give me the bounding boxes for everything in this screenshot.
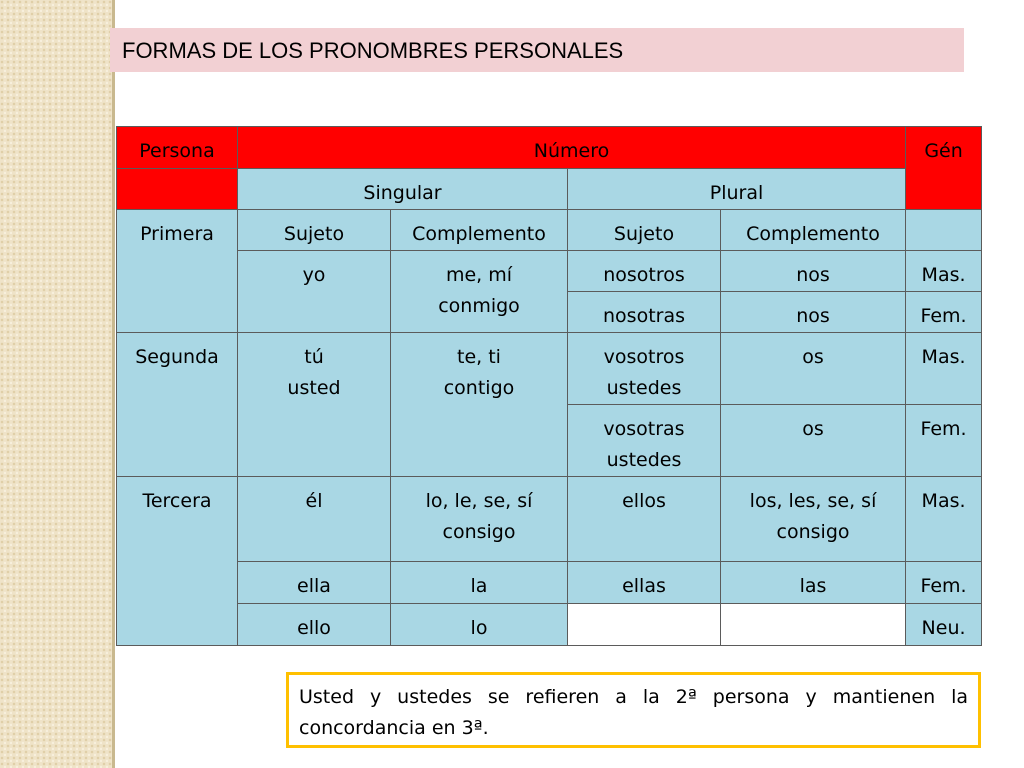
cell-segunda-genero-fem: Fem. bbox=[906, 405, 982, 477]
header-plur-sujeto: Sujeto bbox=[568, 210, 721, 251]
cell-segunda-genero-masc: Mas. bbox=[906, 333, 982, 405]
cell-tercera-plur-complemento-fem: las bbox=[721, 562, 906, 604]
cell-primera-genero-masc: Mas. bbox=[906, 251, 982, 292]
header-sing-complemento: Complemento bbox=[391, 210, 568, 251]
cell-segunda-sing-sujeto: tú usted bbox=[238, 333, 391, 477]
side-divider bbox=[112, 0, 115, 768]
header-persona: Persona bbox=[117, 127, 238, 169]
cell-tercera-genero-neu: Neu. bbox=[906, 604, 982, 646]
cell-tercera-sing-complemento-fem: la bbox=[391, 562, 568, 604]
cell-primera-genero-fem: Fem. bbox=[906, 292, 982, 333]
cell-tercera-plur-sujeto-fem: ellas bbox=[568, 562, 721, 604]
side-decoration bbox=[0, 0, 112, 768]
cell-segunda-plur-sujeto-masc: vosotros ustedes bbox=[568, 333, 721, 405]
header-persona-filler bbox=[117, 169, 238, 210]
cell-primera-sing-sujeto: yo bbox=[238, 251, 391, 333]
cell-tercera-plur-complemento-masc: los, les, se, sí consigo bbox=[721, 477, 906, 562]
cell-segunda-sing-complemento: te, ti contigo bbox=[391, 333, 568, 477]
cell-tercera-plur-complemento-neu bbox=[721, 604, 906, 646]
header-plur-complemento: Complemento bbox=[721, 210, 906, 251]
cell-tercera-sing-complemento-masc: lo, le, se, sí consigo bbox=[391, 477, 568, 562]
cell-segunda-plur-complemento-masc: os bbox=[721, 333, 906, 405]
cell-tercera-sing-sujeto-fem: ella bbox=[238, 562, 391, 604]
cell-segunda-plur-complemento-fem: os bbox=[721, 405, 906, 477]
cell-tercera-sing-sujeto-masc: él bbox=[238, 477, 391, 562]
header-genero-filler bbox=[906, 210, 982, 251]
cell-primera-plur-sujeto-masc: nosotros bbox=[568, 251, 721, 292]
row-label-tercera: Tercera bbox=[117, 477, 238, 646]
cell-tercera-sing-complemento-neu: lo bbox=[391, 604, 568, 646]
cell-tercera-genero-fem: Fem. bbox=[906, 562, 982, 604]
cell-primera-sing-complemento: me, mí conmigo bbox=[391, 251, 568, 333]
page-title: FORMAS DE LOS PRONOMBRES PERSONALES bbox=[110, 28, 964, 72]
header-sing-sujeto: Sujeto bbox=[238, 210, 391, 251]
usage-note: Usted y ustedes se refieren a la 2ª persona y mantienen la concordancia en 3ª. bbox=[286, 672, 981, 748]
cell-tercera-genero-masc: Mas. bbox=[906, 477, 982, 562]
header-singular: Singular bbox=[238, 169, 568, 210]
header-numero: Número bbox=[238, 127, 906, 169]
row-label-primera: Primera bbox=[117, 210, 238, 333]
pronouns-table bbox=[116, 126, 982, 646]
row-label-segunda: Segunda bbox=[117, 333, 238, 477]
cell-primera-plur-complemento-fem: nos bbox=[721, 292, 906, 333]
cell-tercera-sing-sujeto-neu: ello bbox=[238, 604, 391, 646]
header-plural: Plural bbox=[568, 169, 906, 210]
header-genero: Gén bbox=[906, 127, 982, 210]
cell-primera-plur-complemento-masc: nos bbox=[721, 251, 906, 292]
cell-tercera-plur-sujeto-neu bbox=[568, 604, 721, 646]
cell-segunda-plur-sujeto-fem: vosotras ustedes bbox=[568, 405, 721, 477]
cell-primera-plur-sujeto-fem: nosotras bbox=[568, 292, 721, 333]
cell-tercera-plur-sujeto-masc: ellos bbox=[568, 477, 721, 562]
